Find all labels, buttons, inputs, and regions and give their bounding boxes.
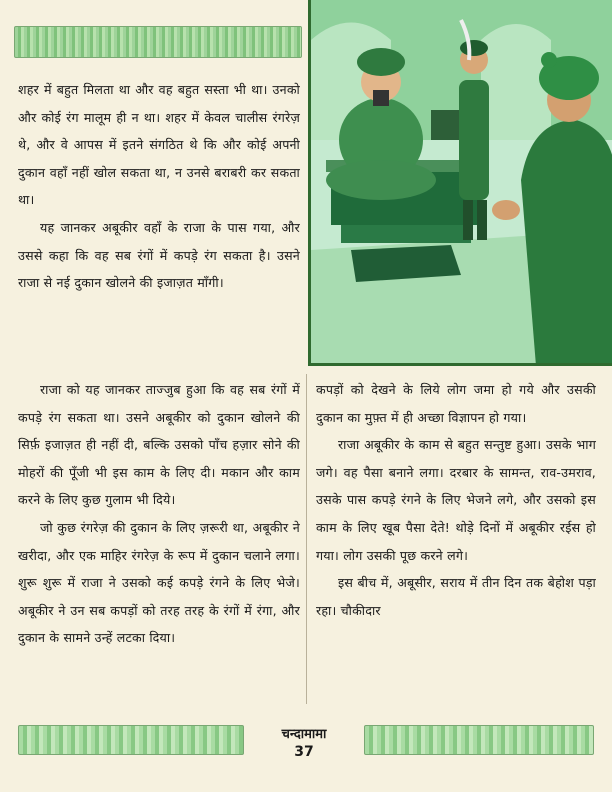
paragraph-4: जो कुछ रंगरेज़ की दुकान के लिए ज़रूरी था, अबूकीर ने खरीदा, और एक माहिर रंगरेज़ के रूप में दुकान चलाने लगा। शुरू शुरू में राजा ने उसको कई कपड़े रंगने के लिए भेजे। अबूकीर ने उन सब कपड़ों को तरह तरह के रंगों में रंगा, और दुकान के सामने उन्हें लटका दिया। xyxy=(18,519,300,646)
illustration-king-court xyxy=(311,0,612,366)
story-illustration xyxy=(308,0,612,366)
decorative-footer-band-right xyxy=(364,725,594,755)
paragraph-5: कपड़ों को देखने के लिये लोग जमा हो गये और उसकी दुकान का मुफ़्त में ही अच्छा विज्ञापन हो गया। xyxy=(316,382,596,425)
text-column-left-top xyxy=(18,76,300,297)
paragraph-3: राजा को यह जानकर ताज्जुब हुआ कि वह सब रंगों में कपड़े रंग सकता था। उसने अबूकीर को दुकान खोलने की सिर्फ़ इजाज़त ही नहीं दी, बल्कि उसको पाँच हज़ार सोने की मोहरों की पूँजी भी इस काम के लिए दी। मकान और काम करने के लिए कुछ गुलाम भी दिये। xyxy=(18,382,300,508)
text-column-right xyxy=(316,376,596,624)
magazine-title: चन्दामामा xyxy=(281,727,327,742)
paragraph-6: राजा अबूकीर के काम से बहुत सन्तुष्ट हुआ। उसके भाग जगे। वह पैसा बनाने लगा। दरबार के सामन्त, राव-उमराव, उसके पास कपड़े रंगने के लिए भेजने लगे, और उसको इस काम के लिए खूब पैसा देते! थोड़े दिनों में अबूकीर रईस हो गया। लोग उसकी पूछ करने लगे। xyxy=(316,437,596,563)
paragraph-2: यह जानकर अबूकीर वहाँ के राजा के पास गया, और उससे कहा कि वह सब रंगों में कपड़े रंग सकता है। उसने राजा से नई दुकान खोलने की इजाज़त माँगी। xyxy=(18,219,300,291)
text-column-left-bottom xyxy=(18,376,300,652)
page-number: 37 xyxy=(294,744,314,760)
paragraph-7: इस बीच में, अबूसीर, सराय में तीन दिन तक बेहोश पड़ा रहा। चौकीदार xyxy=(316,575,596,618)
column-divider xyxy=(306,374,307,704)
paragraph-1: शहर में बहुत मिलता था और वह बहुत सस्ता भी था। उनको और कोई रंग मालूम ही न था। शहर में केवल चालीस रंगरेज़ थे, और वे आपस में इतने संगठित थे कि और कोई अपनी दुकान वहाँ नहीं खोल सकता था, न उनसे बराबरी कर सकता था। xyxy=(18,82,300,208)
decorative-footer-band-left xyxy=(18,725,244,755)
decorative-top-band xyxy=(14,26,302,58)
